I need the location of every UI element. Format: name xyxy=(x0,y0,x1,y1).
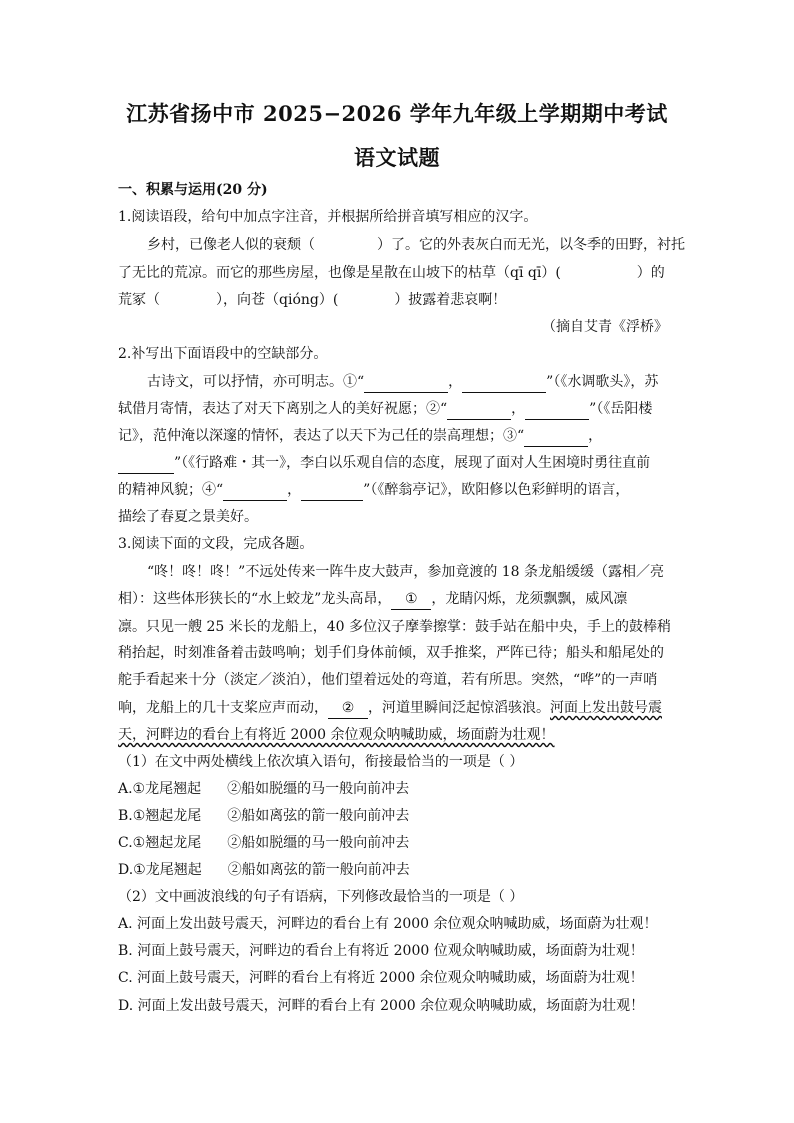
text: ”（《岳阳楼 xyxy=(589,401,653,417)
passage-line-6 xyxy=(118,698,678,719)
sub-question-1-prompt: （1）在文中两处横线上依次填入语句，衔接最恰当的一项是（ ） xyxy=(118,754,524,770)
option-a[interactable]: A. 河面上发出鼓号震天，河畔边的看台上有 2000 余位观众呐喊助威，场面蔚为壮观！ xyxy=(118,916,658,932)
question-2-line-6: 描绘了春夏之景美好。 xyxy=(118,509,258,525)
section-heading: 一、积累与运用(20 分) xyxy=(118,182,268,198)
question-2-line-1 xyxy=(147,372,707,393)
question-2-prompt: 2.补写出下面语段中的空缺部分。 xyxy=(118,346,328,362)
option-b[interactable]: B. 河面上鼓号震天，河畔边的看台上有将近 2000 位观众呐喊助威，场面蔚为壮观！ xyxy=(118,943,644,959)
question-2-line-5 xyxy=(118,480,678,501)
fill-blank[interactable] xyxy=(447,399,511,420)
passage-line-3: 凛。只见一艘 25 米长的龙船上，40 多位汉子摩拳擦掌：鼓手站在船中央，手上的鼓棒稍 xyxy=(118,619,671,635)
fill-blank[interactable] xyxy=(524,426,588,447)
text: 相）：这些体形狭长的“水上蛟龙”龙头高昂， xyxy=(118,591,392,607)
fill-blank[interactable] xyxy=(462,372,546,393)
option-text: ②船如脱缰的马一般向前冲去 xyxy=(227,781,410,797)
option-text: ②船如离弦的箭一般向前冲去 xyxy=(227,862,410,878)
text: ， xyxy=(588,428,603,444)
blank-1[interactable]: ① xyxy=(391,589,431,610)
page-subtitle: 语文试题 xyxy=(354,145,440,170)
option-text: ②船如脱缰的马一般向前冲去 xyxy=(227,835,410,851)
passage-line-5: 舵手看起来十分（淡定／淡泊），他们望着远处的弯道，若有所思。突然，“哗”的一声哨 xyxy=(118,672,658,688)
fill-blank[interactable] xyxy=(364,372,448,393)
text: ”（《醉翁亭记》，欧阳修以色彩鲜明的语言， xyxy=(363,482,630,498)
text: 古诗文，可以抒情，亦可明志。①“ xyxy=(147,374,365,390)
text: ， xyxy=(511,401,526,417)
passage-line-7 xyxy=(118,725,678,745)
fill-blank[interactable] xyxy=(118,453,174,474)
question-2-line-4 xyxy=(118,453,678,474)
option-label: B.①翘起龙尾 xyxy=(118,808,202,824)
option-d[interactable]: D. 河面上发出鼓号震天，河畔的看台上有 2000 余位观众呐喊助威，场面蔚为壮观！ xyxy=(118,998,645,1014)
fill-blank[interactable] xyxy=(301,480,363,501)
text: ，河道里瞬间泛起惊滔骇浪。 xyxy=(368,700,550,716)
sub-question-2-prompt: （2）文中画波浪线的句子有语病，下列修改最恰当的一项是（ ） xyxy=(118,889,524,905)
question-1-line-3 xyxy=(118,290,678,310)
blank-2[interactable]: ② xyxy=(328,698,368,719)
option-c[interactable]: C. 河面上鼓号震天，河畔的看台上有将近 2000 余位观众呐喊助威，场面蔚为壮观！ xyxy=(118,970,644,986)
passage-line-4: 稍抬起，时刻准备着击鼓鸣响；划手们身体前倾，双手推桨，严阵已待；船头和船尾处的 xyxy=(118,645,664,661)
fill-blank[interactable] xyxy=(525,399,589,420)
text: ，龙睛闪烁，龙须飘飘，威风凛 xyxy=(431,591,628,607)
option-label: C.①翘起龙尾 xyxy=(118,835,202,851)
page-title: 江苏省扬中市 2025−2026 学年九年级上学期期中考试 xyxy=(126,101,668,126)
text: ， xyxy=(287,482,302,498)
question-2-line-3 xyxy=(118,426,678,447)
text: ， xyxy=(448,374,463,390)
option-label: D.①龙尾翘起 xyxy=(118,862,202,878)
passage-line-2 xyxy=(118,589,678,610)
option-b[interactable] xyxy=(118,806,409,826)
fill-blank[interactable] xyxy=(223,480,287,501)
text: ）了。它的外表灰白而无光，以冬季的田野，衬托 xyxy=(377,237,685,253)
wavy-sentence: 天，河畔边的看台上有将近 2000 余位观众呐喊助威，场面蔚为壮观！ xyxy=(118,727,555,743)
text: ”（《行路难・其一》，李白以乐观自信的态度，展现了面对人生困境时勇往直前 xyxy=(174,455,651,471)
text: 响，龙船上的几十支桨应声而动， xyxy=(118,700,328,716)
wavy-sentence: 河面上发出鼓号震 xyxy=(550,700,662,716)
question-3-prompt: 3.阅读下面的文段，完成各题。 xyxy=(118,536,314,552)
question-1-line-1 xyxy=(147,235,707,255)
text: ）披露着悲哀啊！ xyxy=(394,292,507,308)
passage-line-1: “咚！咚！咚！”不远处传来一阵牛皮大鼓声，参加竟渡的 18 条龙船缓缓（露相／亮 xyxy=(147,564,665,580)
text: 了无比的荒凉。而它的那些房屋，也像是星散在山坡下的枯草（qī qī）( xyxy=(118,265,561,281)
text: 的精神风貌；④“ xyxy=(118,482,224,498)
text: 荒冢（ xyxy=(118,292,160,308)
option-label: A.①龙尾翘起 xyxy=(118,781,202,797)
source-citation: （摘自艾青《浮桥》 xyxy=(542,319,668,335)
question-2-line-2 xyxy=(118,399,678,420)
option-a[interactable] xyxy=(118,779,409,799)
question-1-prompt: 1.阅读语段，给句中加点字注音，并根据所给拼音填写相应的汉字。 xyxy=(118,209,538,225)
text: 轼借月寄情，表达了对天下离别之人的美好祝愿；②“ xyxy=(118,401,448,417)
option-d[interactable] xyxy=(118,860,410,880)
option-c[interactable] xyxy=(118,833,409,853)
text: 乡村，已像老人似的衰颓（ xyxy=(147,237,315,253)
option-text: ②船如离弦的箭一般向前冲去 xyxy=(227,808,410,824)
text: ”（《水调歌头》，苏 xyxy=(546,374,659,390)
question-1-line-2 xyxy=(118,263,678,283)
text: ）的 xyxy=(636,265,665,281)
text: ），向苍（qióng）( xyxy=(216,292,339,308)
text: 记》，范仲淹以深邃的情怀，表达了以天下为己任的崇高理想；③“ xyxy=(118,428,525,444)
